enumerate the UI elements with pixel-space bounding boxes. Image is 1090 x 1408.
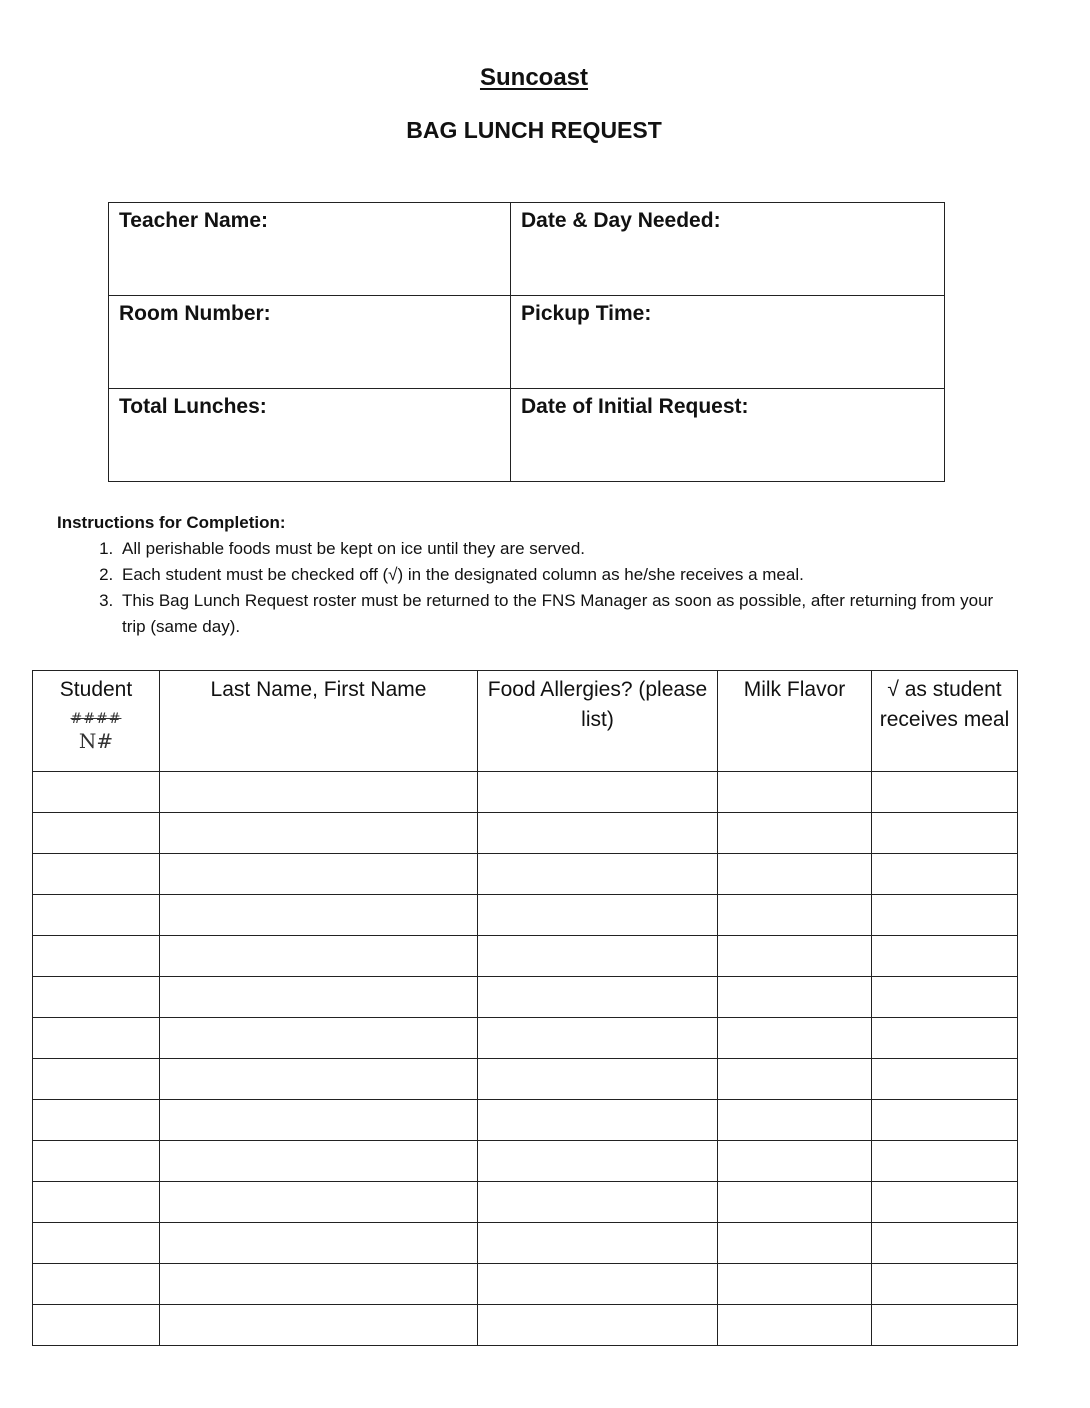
meal-check-cell[interactable] <box>872 895 1018 936</box>
teacher-name-label: Teacher Name: <box>119 209 269 232</box>
student-cell[interactable] <box>33 813 160 854</box>
table-row <box>33 854 1018 895</box>
student-cell[interactable] <box>33 1141 160 1182</box>
meal-check-cell[interactable] <box>872 1059 1018 1100</box>
meal-check-cell[interactable] <box>872 1141 1018 1182</box>
table-row <box>33 813 1018 854</box>
date-day-needed-label: Date & Day Needed: <box>521 209 721 232</box>
student-roster-table <box>32 670 1018 1346</box>
instructions-list <box>57 536 1017 640</box>
instructions-section <box>57 510 1017 640</box>
name-cell[interactable] <box>160 1100 478 1141</box>
student-header-label: Student <box>59 678 133 701</box>
meal-check-cell[interactable] <box>872 772 1018 813</box>
table-row <box>33 895 1018 936</box>
student-cell[interactable] <box>33 772 160 813</box>
name-cell[interactable] <box>160 1182 478 1223</box>
table-row <box>33 1100 1018 1141</box>
name-cell[interactable] <box>160 813 478 854</box>
student-cell[interactable] <box>33 1059 160 1100</box>
milk-flavor-cell[interactable] <box>718 1141 872 1182</box>
allergies-cell[interactable] <box>478 1264 718 1305</box>
allergies-cell[interactable] <box>478 1100 718 1141</box>
col-header-food-allergies: Food Allergies? (please list) <box>478 671 718 772</box>
instruction-item: 3. This Bag Lunch Request roster must be returned to the FNS Manager as soon as possible, after returning from your trip (same day). <box>118 588 1017 640</box>
name-cell[interactable] <box>160 1018 478 1059</box>
col-header-student <box>33 671 160 772</box>
milk-flavor-cell[interactable] <box>718 1305 872 1346</box>
handwritten-note: N# <box>78 729 114 753</box>
teacher-name-field[interactable] <box>109 203 511 296</box>
allergies-cell[interactable] <box>478 813 718 854</box>
allergies-cell[interactable] <box>478 1223 718 1264</box>
milk-flavor-cell[interactable] <box>718 772 872 813</box>
date-day-needed-field[interactable] <box>511 203 945 296</box>
student-cell[interactable] <box>33 1100 160 1141</box>
name-cell[interactable] <box>160 936 478 977</box>
table-row <box>33 1059 1018 1100</box>
meal-check-cell[interactable] <box>872 1223 1018 1264</box>
allergies-cell[interactable] <box>478 936 718 977</box>
allergies-cell[interactable] <box>478 1305 718 1346</box>
table-row <box>33 772 1018 813</box>
milk-flavor-cell[interactable] <box>718 977 872 1018</box>
table-row <box>33 1182 1018 1223</box>
name-cell[interactable] <box>160 772 478 813</box>
table-row <box>33 1305 1018 1346</box>
name-cell[interactable] <box>160 1059 478 1100</box>
name-cell[interactable] <box>160 1305 478 1346</box>
table-row <box>33 1018 1018 1059</box>
name-cell[interactable] <box>160 854 478 895</box>
meal-check-cell[interactable] <box>872 1264 1018 1305</box>
student-cell[interactable] <box>33 1018 160 1059</box>
roster-body <box>33 772 1018 1346</box>
total-lunches-label: Total Lunches: <box>119 395 267 418</box>
student-cell[interactable] <box>33 1264 160 1305</box>
name-cell[interactable] <box>160 1223 478 1264</box>
allergies-cell[interactable] <box>478 1182 718 1223</box>
milk-flavor-cell[interactable] <box>718 1223 872 1264</box>
initial-request-date-field[interactable] <box>511 389 945 482</box>
allergies-cell[interactable] <box>478 1059 718 1100</box>
handwritten-strikeout: #### <box>70 711 122 727</box>
milk-flavor-cell[interactable] <box>718 1100 872 1141</box>
name-cell[interactable] <box>160 1264 478 1305</box>
info-row <box>109 389 945 482</box>
milk-flavor-cell[interactable] <box>718 1182 872 1223</box>
milk-flavor-cell[interactable] <box>718 854 872 895</box>
student-cell[interactable] <box>33 1223 160 1264</box>
roster-header-row <box>33 671 1018 772</box>
col-header-name: Last Name, First Name <box>160 671 478 772</box>
table-row <box>33 936 1018 977</box>
allergies-cell[interactable] <box>478 1141 718 1182</box>
initial-request-date-label: Date of Initial Request: <box>521 395 749 418</box>
meal-check-cell[interactable] <box>872 1018 1018 1059</box>
milk-flavor-cell[interactable] <box>718 1264 872 1305</box>
table-row <box>33 1264 1018 1305</box>
col-header-meal-check: √ as student receives meal <box>872 671 1018 772</box>
room-number-label: Room Number: <box>119 302 271 325</box>
room-number-field[interactable] <box>109 296 511 389</box>
instruction-item: 1. All perishable foods must be kept on ice until they are served. <box>118 536 1017 562</box>
info-row <box>109 203 945 296</box>
pickup-time-field[interactable] <box>511 296 945 389</box>
info-row <box>109 296 945 389</box>
name-cell[interactable] <box>160 895 478 936</box>
request-info-table <box>108 202 945 482</box>
student-cell[interactable] <box>33 854 160 895</box>
allergies-cell[interactable] <box>478 977 718 1018</box>
milk-flavor-cell[interactable] <box>718 895 872 936</box>
school-name: Suncoast <box>479 64 589 91</box>
meal-check-cell[interactable] <box>872 1100 1018 1141</box>
table-row <box>33 977 1018 1018</box>
name-cell[interactable] <box>160 977 478 1018</box>
student-cell[interactable] <box>33 936 160 977</box>
allergies-cell[interactable] <box>478 772 718 813</box>
meal-check-cell[interactable] <box>872 936 1018 977</box>
meal-check-cell[interactable] <box>872 854 1018 895</box>
meal-check-cell[interactable] <box>872 1305 1018 1346</box>
instruction-item: 2. Each student must be checked off (√) in the designated column as he/she receives a meal. <box>118 562 1017 588</box>
meal-check-cell[interactable] <box>872 977 1018 1018</box>
form-title: BAG LUNCH REQUEST <box>406 117 662 143</box>
student-cell[interactable] <box>33 1182 160 1223</box>
meal-check-cell[interactable] <box>872 1182 1018 1223</box>
table-row <box>33 1141 1018 1182</box>
instructions-heading: Instructions for Completion: <box>57 513 286 532</box>
table-row <box>33 1223 1018 1264</box>
pickup-time-label: Pickup Time: <box>521 302 652 325</box>
milk-flavor-cell[interactable] <box>718 813 872 854</box>
total-lunches-field[interactable] <box>109 389 511 482</box>
meal-check-cell[interactable] <box>872 813 1018 854</box>
col-header-milk-flavor: Milk Flavor <box>718 671 872 772</box>
student-cell[interactable] <box>33 1305 160 1346</box>
milk-flavor-cell[interactable] <box>718 1018 872 1059</box>
student-cell[interactable] <box>33 977 160 1018</box>
allergies-cell[interactable] <box>478 854 718 895</box>
student-cell[interactable] <box>33 895 160 936</box>
milk-flavor-cell[interactable] <box>718 936 872 977</box>
allergies-cell[interactable] <box>478 895 718 936</box>
milk-flavor-cell[interactable] <box>718 1059 872 1100</box>
name-cell[interactable] <box>160 1141 478 1182</box>
allergies-cell[interactable] <box>478 1018 718 1059</box>
